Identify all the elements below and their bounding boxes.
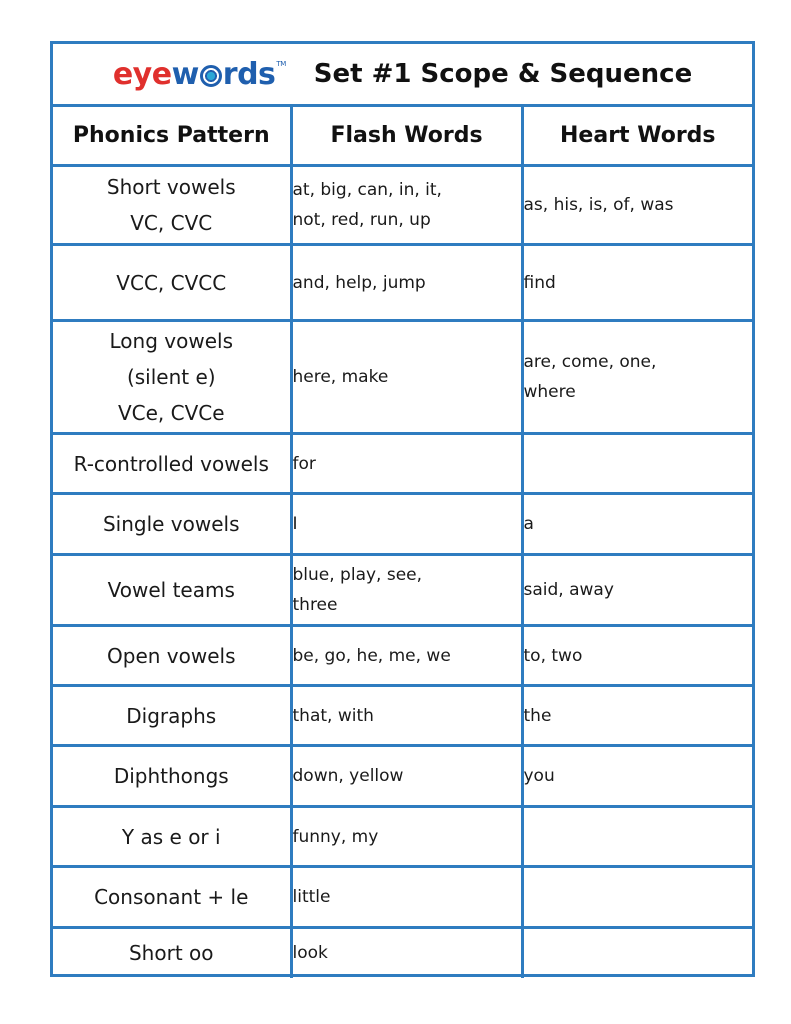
logo-text-w: w bbox=[171, 56, 199, 92]
phonics-pattern-cell bbox=[53, 321, 291, 434]
flash-words-cell bbox=[291, 746, 522, 807]
page-title: Set #1 Scope & Sequence bbox=[313, 59, 693, 89]
phonics-pattern-cell bbox=[53, 434, 291, 494]
flash-words-line: three bbox=[292, 595, 338, 615]
heart-words-line: find bbox=[523, 272, 556, 293]
column-header-flash-words: Flash Words bbox=[291, 106, 522, 166]
flash-words-line: not, red, run, up bbox=[292, 210, 431, 230]
phonics-pattern-line: Single vowels bbox=[102, 512, 240, 536]
flash-words-line: for bbox=[292, 453, 316, 474]
heart-words-cell bbox=[522, 434, 752, 494]
phonics-pattern-line: Y as e or i bbox=[121, 824, 221, 849]
table-row bbox=[53, 928, 752, 978]
phonics-pattern-line: VCe, CVCe bbox=[117, 401, 225, 425]
phonics-pattern-line: Consonant + le bbox=[94, 885, 249, 909]
table-row bbox=[53, 245, 752, 321]
logo-text-rds: rds bbox=[222, 56, 276, 92]
table-row bbox=[53, 686, 752, 746]
flash-words-cell bbox=[291, 494, 522, 555]
title-wrap bbox=[53, 57, 752, 92]
heart-words-cell bbox=[522, 928, 752, 978]
phonics-pattern-cell bbox=[53, 626, 291, 686]
heart-words-line: are, come, one, bbox=[523, 352, 657, 372]
eye-icon bbox=[200, 65, 222, 87]
phonics-pattern-line: Long vowels bbox=[109, 329, 233, 353]
trademark-mark: TM bbox=[276, 60, 286, 68]
table-row bbox=[53, 321, 752, 434]
table-row bbox=[53, 867, 752, 928]
heart-words-line: the bbox=[523, 705, 552, 726]
column-header-row bbox=[53, 106, 752, 166]
phonics-pattern-cell bbox=[53, 555, 291, 626]
heart-words-cell bbox=[522, 867, 752, 928]
flash-words-cell bbox=[291, 555, 522, 626]
flash-words-line: that, with bbox=[292, 705, 374, 726]
flash-words-line: here, make bbox=[292, 367, 389, 387]
flash-words-cell bbox=[291, 245, 522, 321]
heart-words-cell bbox=[522, 494, 752, 555]
phonics-pattern-cell bbox=[53, 245, 291, 321]
phonics-pattern-cell bbox=[53, 746, 291, 807]
scope-table bbox=[53, 44, 752, 978]
phonics-pattern-line: VC, CVC bbox=[130, 211, 213, 235]
flash-words-cell bbox=[291, 166, 522, 245]
heart-words-cell bbox=[522, 746, 752, 807]
phonics-pattern-cell bbox=[53, 867, 291, 928]
table-row bbox=[53, 494, 752, 555]
table-row bbox=[53, 555, 752, 626]
flash-words-cell bbox=[291, 807, 522, 867]
eyewords-logo bbox=[113, 57, 286, 92]
flash-words-line: little bbox=[292, 887, 331, 907]
flash-words-cell bbox=[291, 434, 522, 494]
flash-words-cell bbox=[291, 686, 522, 746]
phonics-pattern-cell bbox=[53, 686, 291, 746]
column-header-heart-words: Heart Words bbox=[522, 106, 752, 166]
flash-words-cell bbox=[291, 928, 522, 978]
flash-words-line: be, go, he, me, we bbox=[292, 645, 451, 666]
heart-words-line: you bbox=[523, 766, 555, 786]
phonics-pattern-line: Open vowels bbox=[107, 643, 236, 668]
column-header-phonics-pattern: Phonics Pattern bbox=[53, 106, 291, 166]
flash-words-cell bbox=[291, 626, 522, 686]
heart-words-cell bbox=[522, 807, 752, 867]
heart-words-cell bbox=[522, 686, 752, 746]
table-row bbox=[53, 807, 752, 867]
phonics-pattern-line: VCC, CVCC bbox=[116, 270, 227, 295]
logo-text-eye: eye bbox=[112, 56, 172, 92]
phonics-pattern-cell bbox=[53, 494, 291, 555]
flash-words-line: at, big, can, in, it, bbox=[292, 180, 442, 200]
phonics-pattern-cell bbox=[53, 807, 291, 867]
flash-words-cell bbox=[291, 867, 522, 928]
table-row bbox=[53, 746, 752, 807]
heart-words-cell bbox=[522, 166, 752, 245]
phonics-pattern-line: Digraphs bbox=[126, 703, 217, 728]
heart-words-line: a bbox=[523, 514, 534, 534]
phonics-pattern-line: Short vowels bbox=[106, 175, 236, 199]
phonics-pattern-cell bbox=[53, 928, 291, 978]
heart-words-line: to, two bbox=[523, 645, 583, 666]
title-row bbox=[53, 44, 752, 106]
phonics-pattern-cell bbox=[53, 166, 291, 245]
heart-words-cell bbox=[522, 626, 752, 686]
table-row bbox=[53, 626, 752, 686]
phonics-pattern-line: Diphthongs bbox=[113, 764, 229, 788]
flash-words-line: down, yellow bbox=[292, 766, 404, 786]
phonics-pattern-line: R-controlled vowels bbox=[73, 451, 269, 476]
table-row bbox=[53, 434, 752, 494]
heart-words-line: said, away bbox=[523, 580, 614, 600]
heart-words-line: where bbox=[523, 382, 576, 402]
heart-words-cell bbox=[522, 555, 752, 626]
flash-words-line: and, help, jump bbox=[292, 272, 426, 293]
heart-words-cell bbox=[522, 245, 752, 321]
heart-words-cell bbox=[522, 321, 752, 434]
phonics-pattern-line: Short oo bbox=[128, 941, 214, 966]
flash-words-line: blue, play, see, bbox=[292, 565, 423, 585]
table-row bbox=[53, 166, 752, 245]
title-cell bbox=[53, 44, 752, 106]
flash-words-line: I bbox=[292, 514, 298, 534]
flash-words-cell bbox=[291, 321, 522, 434]
phonics-pattern-line: (silent e) bbox=[126, 365, 216, 389]
phonics-pattern-line: Vowel teams bbox=[107, 578, 235, 602]
flash-words-line: funny, my bbox=[292, 826, 379, 847]
flash-words-line: look bbox=[292, 943, 328, 964]
scope-sequence-sheet bbox=[50, 41, 755, 977]
heart-words-line: as, his, is, of, was bbox=[523, 195, 674, 215]
